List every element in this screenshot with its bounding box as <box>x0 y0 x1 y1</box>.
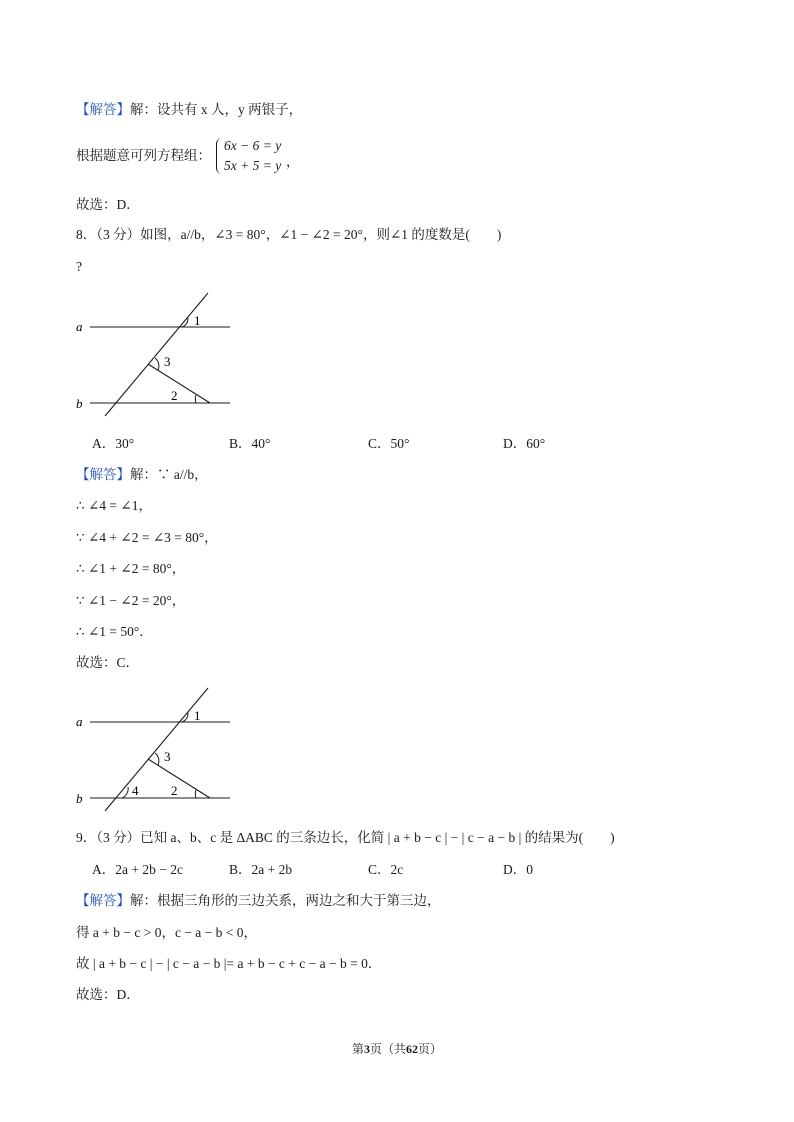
label-1: 1 <box>194 708 201 723</box>
label-2: 2 <box>171 783 178 798</box>
q9-option-a: A．2a + 2b − 2c <box>92 862 183 877</box>
q9-choose: 故选：D． <box>76 987 140 1002</box>
label-3: 3 <box>164 749 171 764</box>
total-pages: 62 <box>406 1042 418 1056</box>
q8-option-b: B．40° <box>229 436 271 451</box>
q8-solution-line1: 【解答】解：∵ a//b， <box>76 467 208 482</box>
q8-mark: ? <box>76 259 82 274</box>
angle-2-arc <box>195 790 196 798</box>
q9-option-d: D．0 <box>503 862 533 877</box>
q9-solution-line2: 得 a + b − c > 0，c − a − b < 0， <box>76 925 258 940</box>
angle-4-arc <box>122 787 128 798</box>
equation-2: 5x + 5 = y <box>224 158 282 173</box>
label-a: a <box>76 714 83 729</box>
segment <box>148 364 210 403</box>
equation-1: 6x − 6 = y <box>224 138 282 153</box>
page-footer: 第3页（共62页） <box>351 1042 443 1056</box>
q8-option-d: D．60° <box>503 436 546 451</box>
left-brace <box>216 138 223 174</box>
q8-option-a: A．30° <box>92 436 135 451</box>
page-number: 3 <box>363 1042 370 1056</box>
q9-option-b: B．2a + 2b <box>229 862 293 877</box>
q7-solution-line1: 【解答】解：设共有 x 人，y 两银子， <box>76 102 303 117</box>
q8-option-c: C．50° <box>368 436 410 451</box>
q8-figure <box>70 288 240 418</box>
q8-step-4: ∴ ∠1 + ∠2 = 80°， <box>76 561 186 576</box>
q9-option-c: C．2c <box>368 862 404 877</box>
answer-tag: 【解答】 <box>76 102 130 117</box>
answer-tag: 【解答】 <box>76 893 130 908</box>
q8-step-6: ∴ ∠1 = 50°． <box>76 624 153 639</box>
q8-step-3: ∵ ∠4 + ∠2 = ∠3 = 80°， <box>76 530 218 545</box>
label-a: a <box>76 319 83 334</box>
q7-choose: 故选：D． <box>76 197 140 212</box>
angle-2-arc <box>195 395 196 403</box>
q9-stem: 9．（3 分）已知 a、b、c 是 ΔABC 的三条边长，化简 | a + b − c | − | c − a − b | 的结果为( ) <box>76 830 615 845</box>
label-4: 4 <box>132 783 139 798</box>
q9-solution-line3: 故 | a + b − c | − | c − a − b |= a + b − c + c − a − b = 0． <box>76 956 382 971</box>
label-2: 2 <box>171 388 178 403</box>
q8-step-5: ∵ ∠1 − ∠2 = 20°， <box>76 593 186 608</box>
transversal <box>105 293 208 416</box>
answer-tag: 【解答】 <box>76 467 130 482</box>
label-b: b <box>76 791 83 806</box>
q8-step-2: ∴ ∠4 = ∠1， <box>76 498 152 513</box>
q8-solution-figure <box>70 683 240 813</box>
equation-tail: ， <box>286 154 300 169</box>
q8-choose: 故选：C． <box>76 655 140 670</box>
q8-stem: 8．（3 分）如图，a//b，∠3 = 80°，∠1 − ∠2 = 20°，则∠1 的度数是( ) <box>76 227 502 242</box>
label-3: 3 <box>164 354 171 369</box>
transversal <box>105 688 208 811</box>
label-1: 1 <box>194 313 201 328</box>
segment <box>148 759 210 798</box>
label-b: b <box>76 396 83 411</box>
q7-solution-line2: 根据题意可列方程组： <box>76 148 211 163</box>
q9-solution-line1: 【解答】解：根据三角形的三边关系，两边之和大于第三边， <box>76 893 441 908</box>
